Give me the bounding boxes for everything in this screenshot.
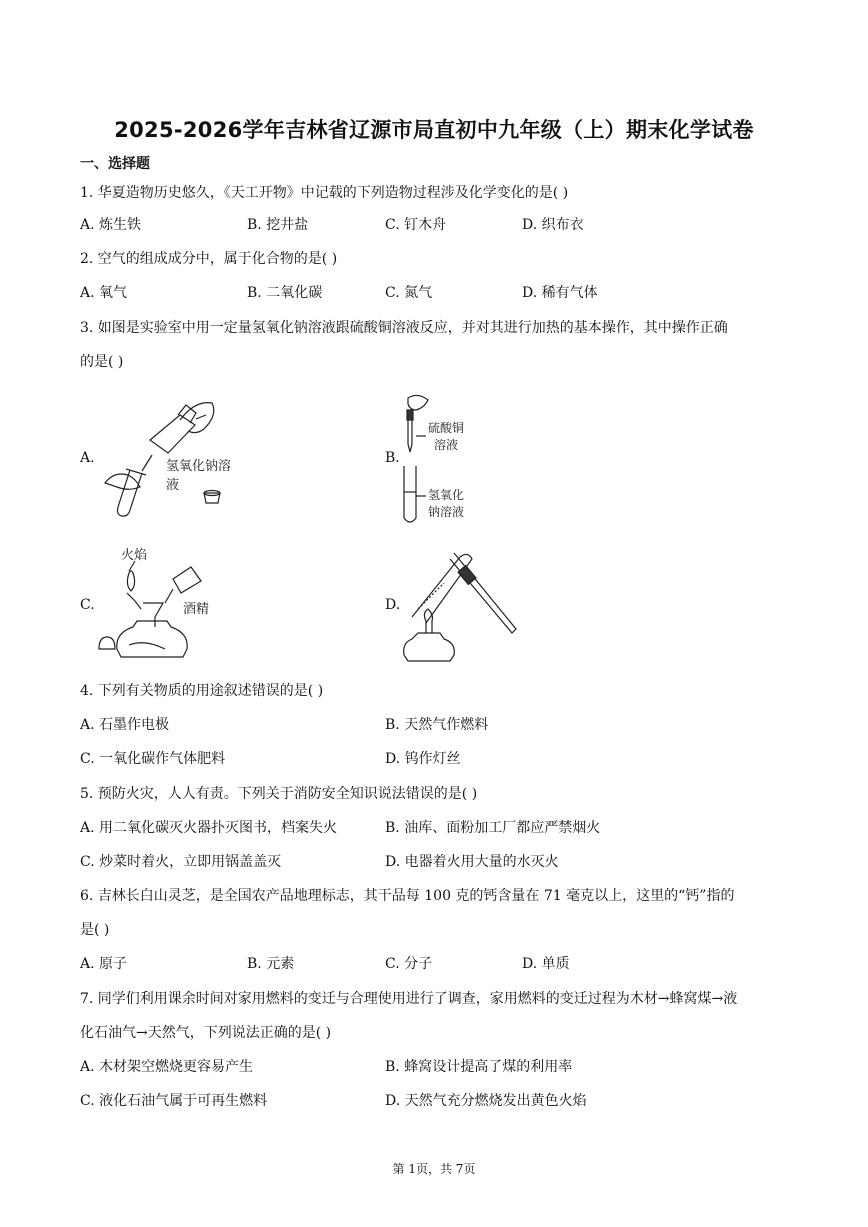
q2-option-a: A. 氧气: [80, 285, 128, 301]
q7-option-b: B. 蜂窝设计提高了煤的利用率: [385, 1059, 573, 1075]
q4-option-d: D. 钨作灯丝: [385, 751, 461, 767]
q3-fig-a-text-1: 氢氧化钠溶: [166, 459, 232, 474]
q3-fig-c-text-2: 酒精: [183, 602, 210, 617]
q3-option-b-label: B.: [385, 450, 400, 466]
q3-option-c-label: C.: [80, 597, 95, 613]
q3-fig-b-text-2: 溶液: [434, 438, 459, 452]
q3-figure-a: [100, 395, 260, 520]
q5-option-d: D. 电器着火用大量的水灭火: [385, 854, 559, 870]
question-7-stem-line1: 7. 同学们利用课余时间对家用燃料的变迁与合理使用进行了调查，家用燃料的变迁过程为木材→蜂窝煤→液: [80, 991, 738, 1007]
q6-option-c: C. 分子: [385, 956, 433, 972]
q4-option-c: C. 一氧化碳作气体肥料: [80, 751, 226, 767]
q2-option-c: C. 氮气: [385, 285, 433, 301]
q6-option-a: A. 原子: [80, 956, 128, 972]
q3-figure-b: [398, 392, 498, 527]
q3-fig-b-text-3: 氢氧化: [428, 488, 465, 502]
section-heading: 一、选择题: [80, 156, 150, 172]
question-2-stem: 2. 空气的组成成分中，属于化合物的是( ): [80, 251, 338, 267]
q6-option-d: D. 单质: [522, 956, 570, 972]
q3-figure-c: [95, 545, 235, 665]
q3-fig-b-text-4: 钠溶液: [428, 505, 465, 519]
question-3-stem-line1: 3. 如图是实验室中用一定量氢氧化钠溶液跟硫酸铜溶液反应，并对其进行加热的基本操作，其中操作正确: [80, 320, 728, 336]
q3-fig-c-text-1: 火焰: [121, 548, 148, 563]
q2-option-b: B. 二氧化碳: [247, 285, 323, 301]
q3-fig-a-text-2: 液: [166, 478, 180, 493]
question-6-stem-line2: 是( ): [80, 922, 110, 938]
q3-figure-d: [398, 543, 523, 665]
question-3-stem-line2: 的是( ): [80, 354, 124, 370]
q1-option-a: A. 炼生铁: [80, 217, 142, 233]
q3-fig-b-text-1: 硫酸铜: [428, 421, 465, 435]
q7-option-c: C. 液化石油气属于可再生燃料: [80, 1093, 268, 1109]
q4-option-b: B. 天然气作燃料: [385, 717, 489, 733]
question-5-stem: 5. 预防火灾，人人有责。下列关于消防安全知识说法错误的是( ): [80, 786, 478, 802]
q1-option-b: B. 挖井盐: [247, 217, 309, 233]
q7-option-d: D. 天然气充分燃烧发出黄色火焰: [385, 1093, 587, 1109]
q5-option-b: B. 油库、面粉加工厂都应严禁烟火: [385, 820, 601, 836]
q3-option-d-label: D.: [385, 597, 401, 613]
question-4-stem: 4. 下列有关物质的用途叙述错误的是( ): [80, 683, 324, 699]
q5-option-a: A. 用二氧化碳灭火器扑灭图书，档案失火: [80, 820, 338, 836]
q6-option-b: B. 元素: [247, 956, 295, 972]
q3-option-a-label: A.: [80, 450, 95, 466]
q1-option-c: C. 钉木舟: [385, 217, 447, 233]
question-1-stem: 1. 华夏造物历史悠久，《天工开物》中记载的下列造物过程涉及化学变化的是( ): [80, 185, 569, 201]
q4-option-a: A. 石墨作电极: [80, 717, 170, 733]
q5-option-c: C. 炒菜时着火，立即用锅盖盖灭: [80, 854, 282, 870]
q1-option-d: D. 织布衣: [522, 217, 584, 233]
q7-option-a: A. 木材架空燃烧更容易产生: [80, 1059, 254, 1075]
q2-option-d: D. 稀有气体: [522, 285, 598, 301]
page-footer: 第 1页，共 7页: [392, 1162, 476, 1176]
question-6-stem-line1: 6. 吉林长白山灵芝，是全国农产品地理标志，其干品每 100 克的钙含量在 71 毫克以上，这里的“钙”指的: [80, 888, 735, 904]
exam-title: 2025-2026学年吉林省辽源市局直初中九年级（上）期末化学试卷: [114, 118, 754, 142]
question-7-stem-line2: 化石油气→天然气，下列说法正确的是( ): [80, 1025, 332, 1041]
